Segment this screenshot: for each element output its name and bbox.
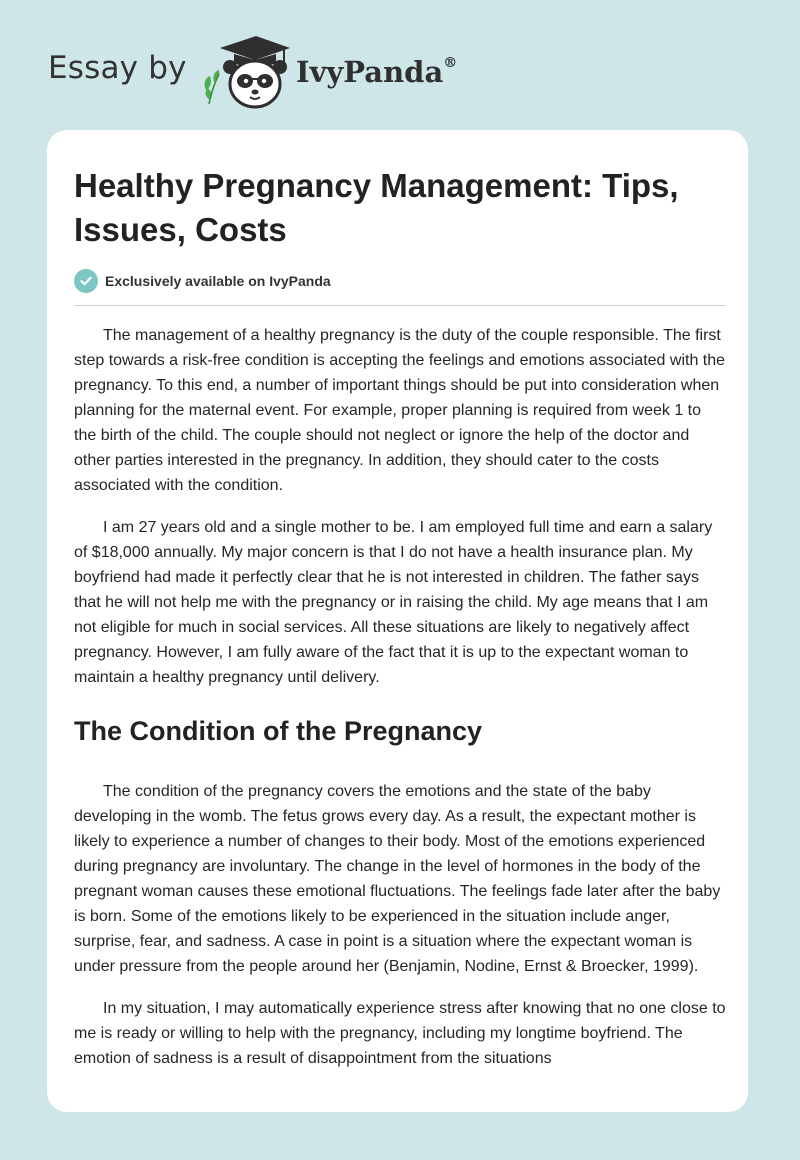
article-card bbox=[47, 130, 748, 1112]
divider bbox=[74, 305, 726, 306]
article-title: Healthy Pregnancy Management: Tips, Issues, Costs bbox=[74, 167, 679, 248]
exclusive-badge bbox=[74, 267, 726, 295]
paragraph: In my situation, I may automatically experience stress after knowing that no one close to me is ready or willing to help with the pregnancy, including my longtime boyfriend. The emotion of sadness is a result of disappointment from the situations bbox=[74, 1000, 726, 1067]
article-content bbox=[74, 164, 726, 1071]
exclusive-label: Exclusively available on IvyPanda bbox=[105, 273, 331, 289]
section-heading: The Condition of the Pregnancy bbox=[74, 716, 483, 746]
paragraph: I am 27 years old and a single mother to be. I am employed full time and earn a salary of $18,000 annually. My major concern is that I do not have a health insurance plan. My boyfriend had made it perfectly clear that he is not interested in children. The father says that he will not help me with the pregnancy or in raising the child. My age means that I am not eligible for much in social services. All these situations are likely to negatively affect pregnancy. However, I am fully aware of the fact that it is up to the expectant woman to maintain a healthy pregnancy until delivery. bbox=[74, 519, 713, 686]
panda-graduate-logo-icon[interactable] bbox=[200, 34, 292, 110]
paragraph: The condition of the pregnancy covers the emotions and the state of the baby developing in the womb. The fetus grows every day. As a result, the expectant mother is likely to experience a number of changes to their body. Most of the emotions experienced during pregnancy are involuntary. The change in the level of hormones in the body of the pregnant woman causes these emotional fluctuations. The feelings fade later after the baby is born. Some of the emotions likely to be experienced in the situation include anger, surprise, fear, and sadness. A case in point is a situation where the expectant woman is under pressure from the people around her (Benjamin, Nodine, Ernst & Broecker, 1999). bbox=[74, 783, 721, 975]
check-icon bbox=[74, 269, 98, 293]
brand-name[interactable] bbox=[296, 55, 457, 89]
brand-text: IvyPanda bbox=[296, 55, 444, 89]
site-header bbox=[0, 0, 800, 125]
paragraph: The management of a healthy pregnancy is the duty of the couple responsible. The first step towards a risk-free condition is accepting the feelings and emotions associated with the pregnancy. To this end, a number of important things should be put into consideration when planning for the maternal event. For example, proper planning is required from week 1 to the birth of the child. The couple should not neglect or ignore the help of the doctor and other parties interested in the pregnancy. In addition, they should cater to the costs associated with the condition. bbox=[74, 327, 726, 494]
essay-by-label: Essay by bbox=[48, 50, 187, 86]
registered-mark: ® bbox=[443, 55, 458, 72]
